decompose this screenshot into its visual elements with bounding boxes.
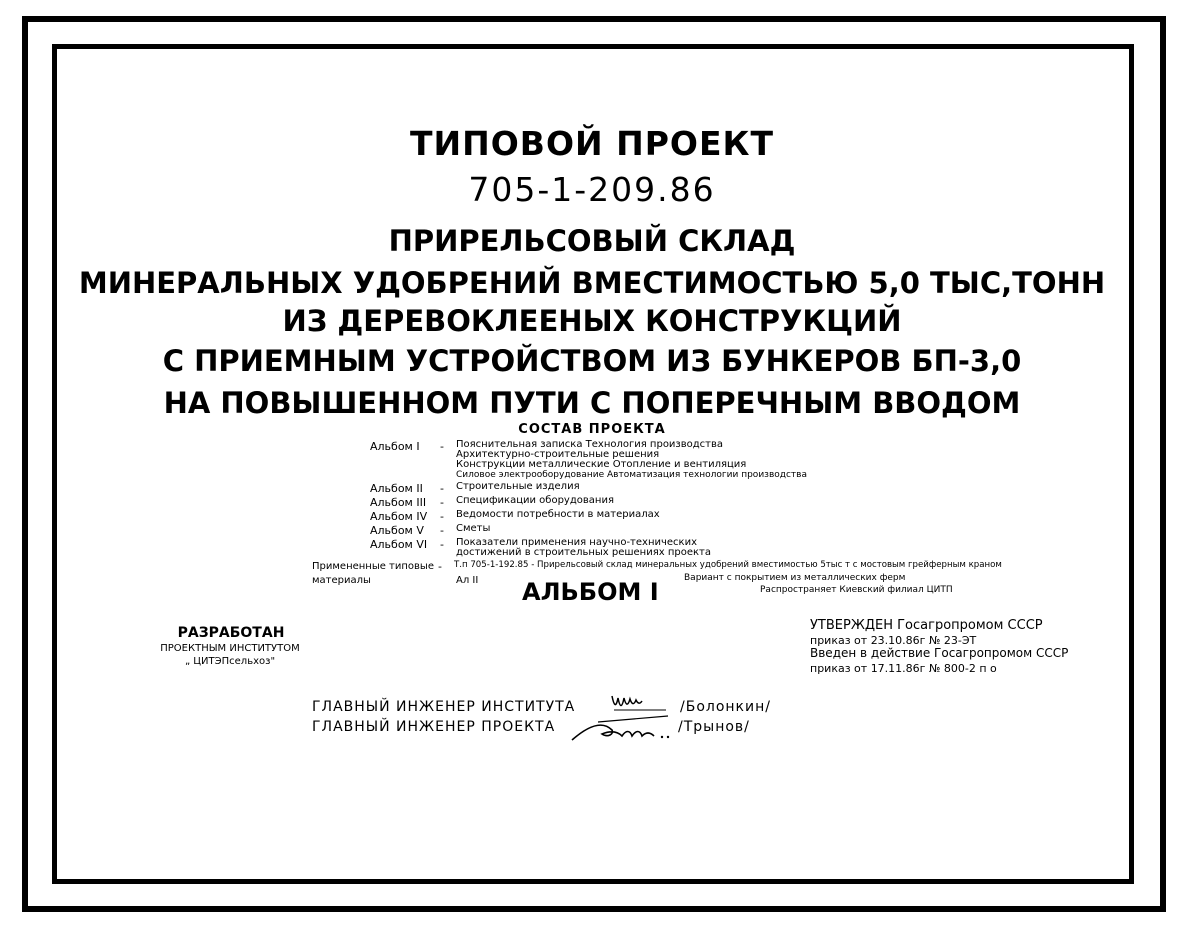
volume-6-line-1: Показатели применения научно-технических (456, 537, 698, 548)
applied-variant: Вариант с покрытием из металлических ферм (684, 573, 906, 583)
volume-5-label: Альбом V (370, 524, 424, 537)
volume-2-label: Альбом II (370, 482, 423, 495)
volume-3-label: Альбом III (370, 496, 427, 509)
volume-1-line-3: Конструкции металлические Отопление и вентиляция (456, 459, 747, 470)
applied-label-2: материалы (312, 575, 371, 586)
volume-6-label: Альбом VI (370, 538, 428, 551)
project-number: 705-1-209.86 (468, 170, 716, 209)
developer-label: РАЗРАБОТАН (177, 625, 285, 641)
volume-4-line-1: Ведомости потребности в материалах (456, 509, 660, 520)
title-line-4: С ПРИЕМНЫМ УСТРОЙСТВОМ ИЗ БУНКЕРОВ БП-3,0 (162, 344, 1022, 378)
introduced-line: Введен в действие Госагропромом СССР (810, 646, 1069, 660)
volume-3-dash: - (440, 496, 444, 509)
applied-dash: - (438, 560, 442, 573)
volume-1-line-2: Архитектурно-строительные решения (456, 449, 660, 460)
approved-order: приказ от 23.10.86г № 23-ЭТ (810, 634, 977, 647)
volume-4-dash: - (440, 510, 444, 523)
composition-title: СОСТАВ ПРОЕКТА (518, 422, 666, 437)
approved-line: УТВЕРЖДЕН Госагропромом СССР (810, 618, 1043, 633)
chief-engineer-institute-name: /Болонкин/ (680, 699, 771, 715)
chief-engineer-project-role: ГЛАВНЫЙ ИНЖЕНЕР ПРОЕКТА (312, 719, 556, 735)
volume-2-line-1: Строительные изделия (456, 481, 580, 492)
project-type-label: ТИПОВОЙ ПРОЕКТ (410, 124, 774, 163)
volume-6-dash: - (440, 538, 444, 551)
volume-1-dash: - (440, 440, 444, 453)
volume-1-line-4: Силовое электрооборудование Автоматизация технологии производства (456, 470, 807, 480)
volume-4-label: Альбом IV (370, 510, 428, 523)
chief-engineer-institute-role: ГЛАВНЫЙ ИНЖЕНЕР ИНСТИТУТА (312, 699, 576, 715)
title-line-3: ИЗ ДЕРЕВОКЛЕЕНЫХ КОНСТРУКЦИЙ (282, 304, 902, 338)
volume-5-dash: - (440, 524, 444, 537)
volume-1-line-1: Пояснительная записка Технология производства (456, 439, 724, 450)
volume-2-dash: - (440, 482, 444, 495)
title-line-2: МИНЕРАЛЬНЫХ УДОБРЕНИЙ ВМЕСТИМОСТЬЮ 5,0 ТЫС,ТОНН (78, 266, 1106, 300)
applied-album-ref: Ал II (456, 575, 479, 586)
volume-6-line-2: достижений в строительных решениях проекта (456, 547, 711, 558)
introduced-order: приказ от 17.11.86г № 800-2 п о (810, 662, 997, 675)
volume-3-line-1: Спецификации оборудования (456, 495, 614, 506)
current-album: АЛЬБОМ I (522, 578, 659, 606)
signature-institute-icon (610, 690, 670, 714)
title-line-5: НА ПОВЫШЕННОМ ПУТИ С ПОПЕРЕЧНЫМ ВВОДОМ (163, 386, 1021, 420)
applied-reference: Т.п 705-1-192.85 - Прирельсовый склад минеральных удобрений вместимостью 5тыс т с мостовым грейферным краном (454, 560, 1002, 570)
applied-label-1: Примененные типовые (312, 561, 434, 572)
volume-1-label: Альбом I (370, 440, 420, 453)
signature-project-icon (568, 712, 678, 746)
chief-engineer-project-name: /Трынов/ (678, 719, 750, 735)
title-line-1: ПРИРЕЛЬСОВЫЙ СКЛАД (388, 224, 796, 258)
volume-5-line-1: Сметы (456, 523, 491, 534)
developer-line-2: „ ЦИТЭПсельхоз" (184, 656, 276, 667)
applied-distributor: Распространяет Киевский филиал ЦИТП (760, 585, 953, 595)
developer-line-1: ПРОЕКТНЫМ ИНСТИТУТОМ (160, 643, 300, 654)
